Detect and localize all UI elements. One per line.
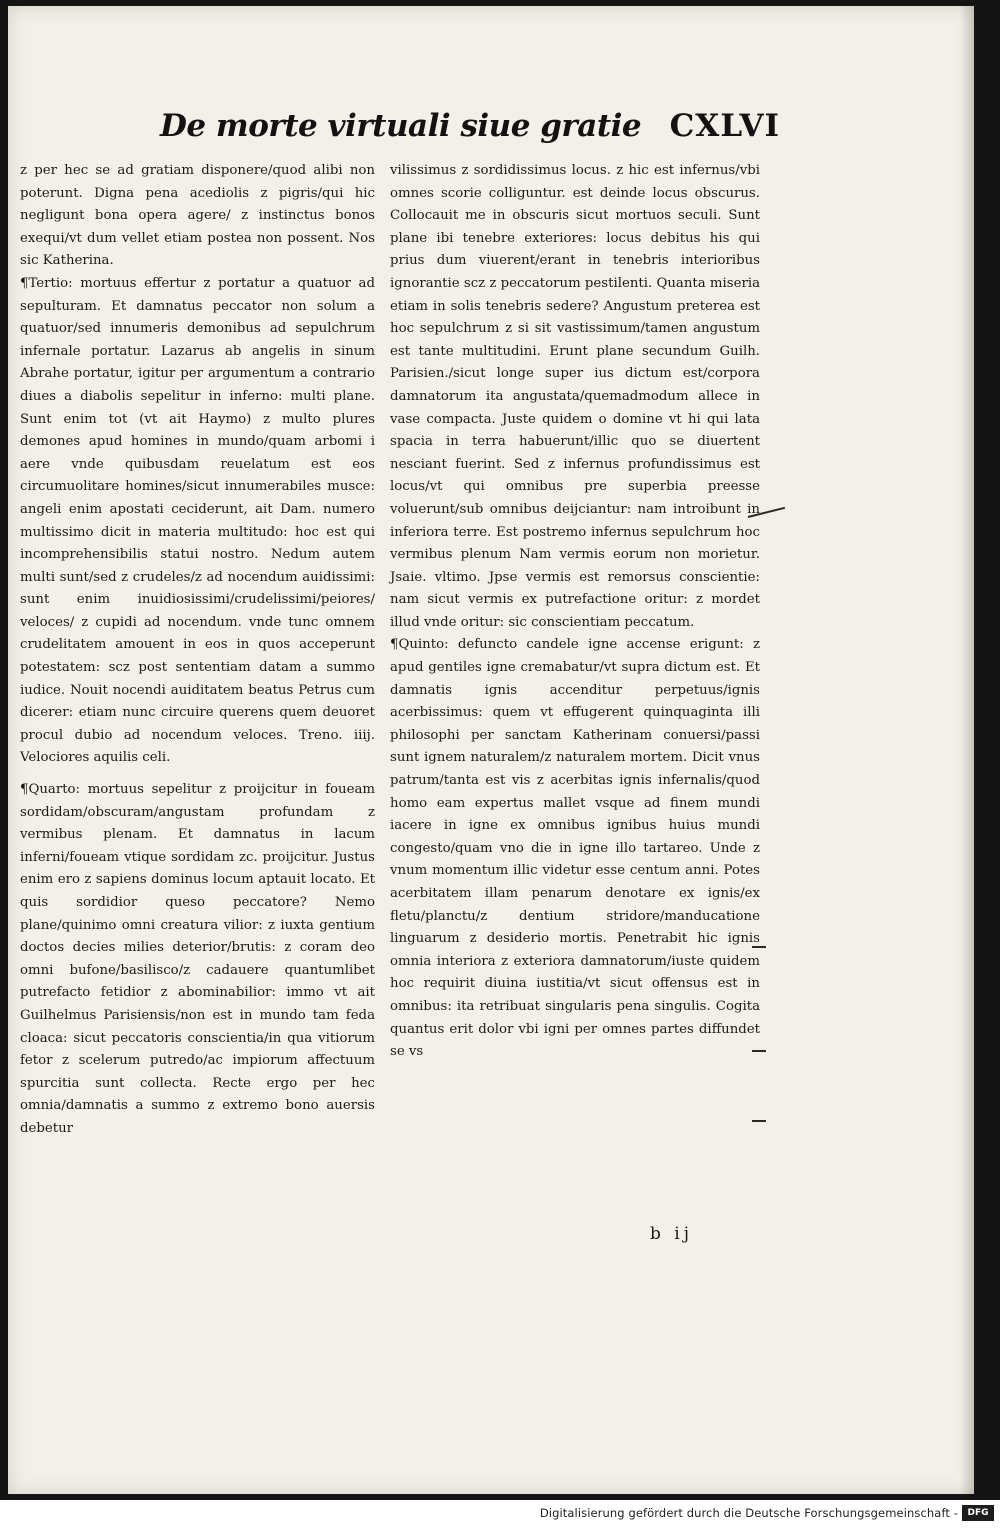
right-paragraph-2: ¶Quinto: defuncto candele igne accense erigunt: z apud gentiles igne cremabatur/vt supra dictum est. Et damnatis ignis accenditur perpetuus/ignis acerbissimus: quem vt effugerent quinquaginta illi philosophi per sanctam Katherinam conuersi/passi sunt ignem naturalem/z naturalem mortem. Dicit vnus patrum/tanta est vis z acerbitas ignis infernalis/quod homo eam expertus mallet vsque ad finem mundi iacere in igne ex omnibus ignibus huius mundi congesto/quam vno die in igne illo tartareo. Unde z vnum momentum illic videtur esse centum anni. Potes acerbitatem illam penarum denotare ex ignis/ex fletu/planctu/z dentium stridore/manducatione linguarum z desiderio mortis. Penetrabit hic ignis omnia interiora z exteriora damnatorum/iuste quidem hoc requirit diuina iustitia/vt sicut offensus est in omnibus: ita retribuat singularis pena singulis. Cogita quantus erit dolor vbi igni per omnes partes diffundet se vs [390,637,760,1060]
running-head [160,108,780,156]
margin-annotation-dash [752,946,766,948]
funding-credit: Digitalisierung gefördert durch die Deutsche Forschungsgemeinschaft - [539,1506,958,1520]
signature-mark: b ij [650,1224,693,1244]
margin-annotation-dash [752,1050,766,1052]
right-paragraph-1: vilissimus z sordidissimus locus. z hic est infernus/vbi omnes scorie colliguntur. est deinde locus obscurus. Collocauit me in obscuris sicut mortuos seculi. Sunt plane ibi tenebre exteriores: locus debitus his qui prius dum viuerent/erant in tenebris interioribus ignorantie scz z peccatorum pestilenti. Quanta miseria etiam in solis tenebris sedere? Angustum preterea est hoc sepulchrum z si sit vastissimum/tamen angustum est tante multitudini. Erunt plane secundum Guilh. Parisien./sicut longe super ius dictum est/corpora damnatorum ita angustata/quemadmodum allece in vase compacta. Juste quidem o domine vt hi qui lata spacia in terra habuerunt/illic quo se diuertent nesciant fuerint. Sed z infernus profundissimus est locus/vt qui omnibus pre superbia preesse voluerunt/sub omnibus deijciantur: nam introibunt in inferiora terre. Est postremo infernus sepulchrum hoc vermibus plenum Nam vermis eorum non morietur. Jsaie. vltimo. Jpse vermis est remorsus conscientie: nam sicut vermis ex putrefactione oritur: z mordet illud vnde oritur: sic conscientiam peccatum. [390,163,760,630]
folio-number: CXLVI [669,108,780,144]
margin-annotation-dash [752,1120,766,1122]
left-paragraph-3: ¶Quarto: mortuus sepelitur z proijcitur in foueam sordidam/obscuram/angustam profundam z vermibus plenam. Et damnatus in lacum inferni/foueam vtique sordidam zc. proijcitur. Justus enim ero z sapiens dominus locum aptauit locato. Et quis sordidior queso peccatore? Nemo plane/quinimo omni creatura vilior: z iuxta gentium doctos decies milies deterior/brutis: z coram deo omni bufone/basilisco/z cadauere quantumlibet putrefacto fetidior z abominabilior: immo vt ait Guilhelmus Parisiensis/non est in mundo tam feda cloaca: sicut peccatoris conscientia/in qua vitiorum fetor z scelerum putredo/ac impiorum affectuum spurcitia sunt collecta. Recte ergo per hec omnia/damnatis a summo z extremo bono auersis debetur [20,782,375,1136]
footer-bar [0,1500,1000,1528]
left-paragraph-1: z per hec se ad gratiam disponere/quod alibi non poterunt. Digna pena acediolis z pigris/qui hic negligunt bona opera agere/ z instinctus bonos exequi/vt dum vellet etiam postea non possent. Nos sic Katherina. [20,163,375,269]
left-text-column [20,160,375,1141]
page-edge-shadow [960,6,974,1494]
left-paragraph-2: ¶Tertio: mortuus effertur z portatur a quatuor ad sepulturam. Et damnatus peccator non solum a quatuor/sed innumeris demonibus ad sepulchrum infernale portatur. Lazarus ab angelis in sinum Abrahe portatur, igitur per argumentum a contrario diues a diabolis sepelitur in inferno: multi plane. Sunt enim tot (vt ait Haymo) z multo plures demones apud homines in mundo/quam arbomi i aere vnde quibusdam reuelatum est eos circumuolitare homines/sicut innumerabiles musce: angeli enim apostati ceciderunt, ait Dam. numero multissimo dicit in materia multitudo: hoc est qui incomprehensibilis statui nostro. Nedum autem multi sunt/sed z crudeles/z ad nocendum auidissimi: sunt enim inuidiosissimi/crudelissimi/peiores/ veloces/ z cupidi ad nocendum. vnde tunc omnem crudelitatem amouent in eos in quos acceperunt potestatem: scz post sententiam datam a summo iudice. Nouit nocendi auiditatem beatus Petrus cum dicerer: etiam nunc circuire querens quem deuoret procul dubio ad nocendum veloces. Treno. iiij. Velociores aquilis celi. [20,275,375,766]
running-title: De morte virtuali siue gratie [160,108,642,144]
right-text-column [390,160,760,1064]
dfg-logo: DFG [962,1505,994,1521]
